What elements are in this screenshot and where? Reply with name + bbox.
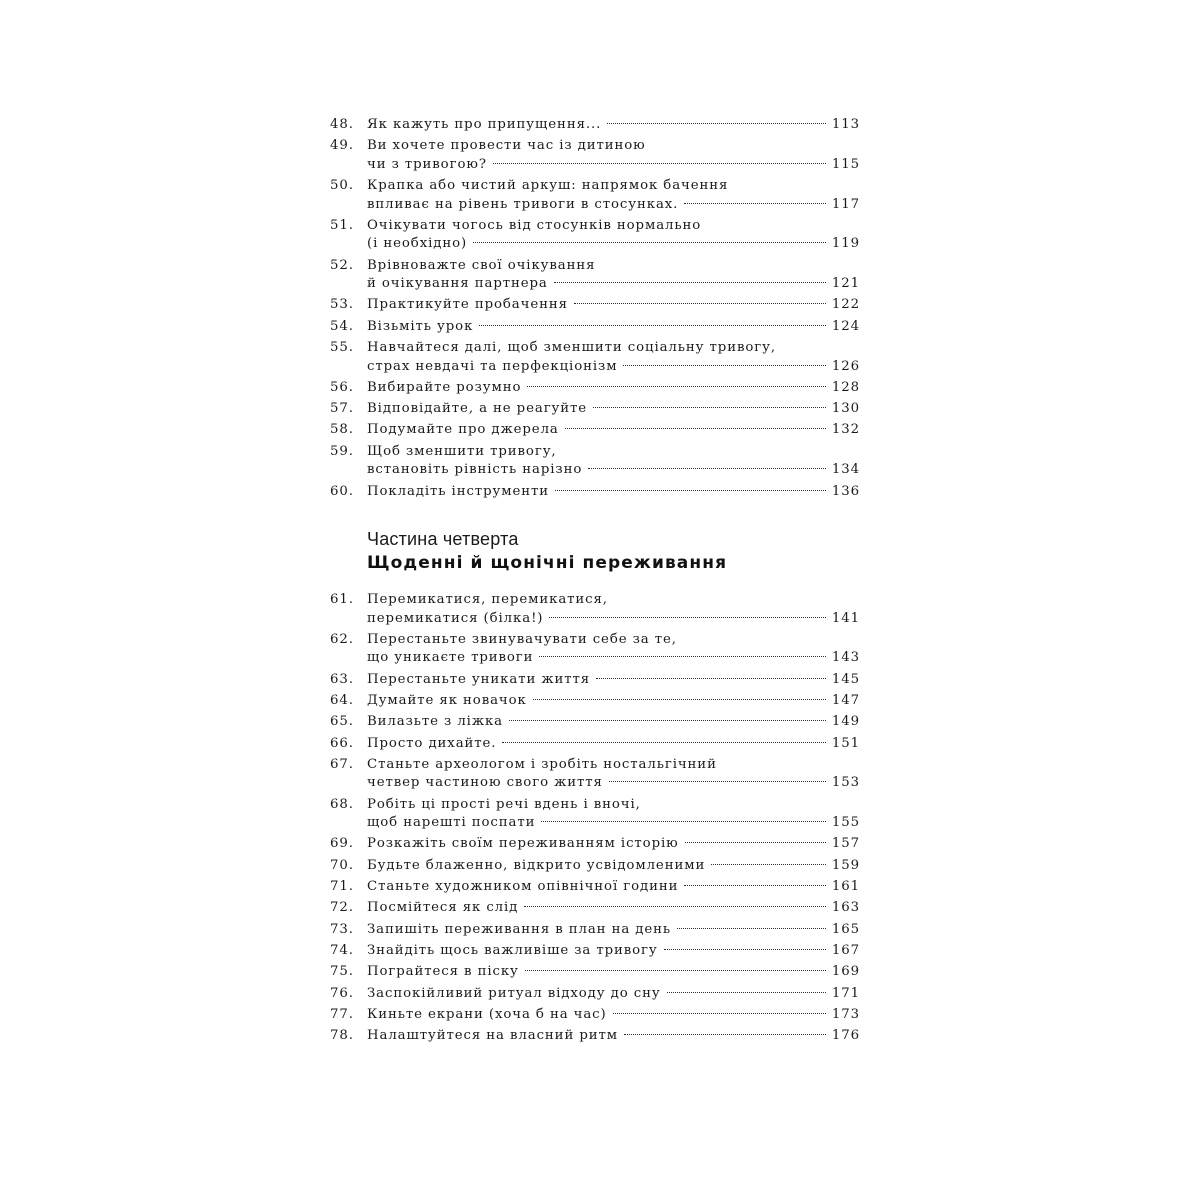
entry-number: 76. bbox=[330, 985, 354, 1001]
entry-number: 66. bbox=[330, 735, 354, 751]
entry-page-number: 113 bbox=[831, 117, 860, 132]
dot-leader bbox=[473, 242, 826, 243]
dot-leader bbox=[525, 970, 826, 971]
toc-entry bbox=[330, 963, 860, 982]
dot-leader bbox=[565, 428, 826, 429]
part-label: Частина четверта bbox=[367, 529, 519, 550]
entry-page-number: 157 bbox=[831, 836, 860, 852]
entry-page-number: 122 bbox=[831, 297, 860, 313]
entry-page-number: 159 bbox=[831, 857, 860, 873]
dot-leader bbox=[596, 678, 826, 679]
entry-title-line: Станьте художником опівнічної години bbox=[367, 879, 679, 895]
entry-number: 69. bbox=[330, 836, 354, 852]
toc-entry bbox=[330, 835, 860, 854]
toc-entry bbox=[330, 631, 860, 668]
entry-page-number: 165 bbox=[831, 921, 860, 937]
toc-entry bbox=[330, 379, 860, 398]
dot-leader bbox=[613, 1013, 826, 1014]
entry-page-number: 128 bbox=[831, 379, 860, 395]
toc-entry bbox=[330, 421, 860, 440]
entry-title-line: Робіть ці прості речі вдень і вночі, bbox=[367, 796, 641, 812]
entry-number: 49. bbox=[330, 138, 354, 154]
toc-entry bbox=[330, 116, 860, 135]
entry-page-number: 149 bbox=[831, 714, 860, 730]
toc-entry bbox=[330, 796, 860, 833]
toc-entry bbox=[330, 878, 860, 897]
entry-number: 54. bbox=[330, 318, 354, 334]
entry-title-line: (і необхідно) bbox=[367, 236, 468, 252]
entry-page-number: 134 bbox=[831, 462, 860, 478]
dot-leader bbox=[684, 885, 826, 886]
toc-entry bbox=[330, 400, 860, 419]
toc-entry bbox=[330, 756, 860, 793]
dot-leader bbox=[664, 949, 826, 950]
entry-number: 58. bbox=[330, 422, 354, 438]
dot-leader bbox=[502, 742, 825, 743]
dot-leader bbox=[524, 906, 826, 907]
entry-title-line: перемикатися (білка!) bbox=[367, 610, 544, 626]
dot-leader bbox=[539, 656, 825, 657]
entry-number: 62. bbox=[330, 631, 354, 647]
toc-entry bbox=[330, 339, 860, 376]
entry-page-number: 163 bbox=[831, 900, 860, 916]
entry-title-line: впливає на рівень тривоги в стосунках. bbox=[367, 196, 679, 212]
entry-title-line: Крапка або чистий аркуш: напрямок бачення bbox=[367, 178, 729, 194]
toc-entry bbox=[330, 217, 860, 254]
entry-number: 52. bbox=[330, 257, 354, 273]
entry-number: 78. bbox=[330, 1028, 354, 1044]
entry-title-line: Перестаньте уникати життя bbox=[367, 671, 591, 687]
entry-number: 68. bbox=[330, 796, 354, 812]
entry-title-line: Як кажуть про припущення... bbox=[367, 117, 602, 132]
entry-page-number: 173 bbox=[831, 1006, 860, 1022]
dot-leader bbox=[509, 720, 826, 721]
toc-entry bbox=[330, 692, 860, 711]
entry-title-line: Посмійтеся як слід bbox=[367, 900, 519, 916]
entry-number: 77. bbox=[330, 1006, 354, 1022]
entry-number: 60. bbox=[330, 483, 354, 499]
entry-number: 63. bbox=[330, 671, 354, 687]
toc-entry bbox=[330, 857, 860, 876]
dot-leader bbox=[541, 821, 826, 822]
entry-title-line: встановіть рівність нарізно bbox=[367, 462, 583, 478]
entry-number: 59. bbox=[330, 443, 354, 459]
entry-page-number: 130 bbox=[831, 401, 860, 417]
entry-title-line: Перемикатися, перемикатися, bbox=[367, 592, 608, 608]
part-heading bbox=[330, 527, 860, 575]
entry-number: 50. bbox=[330, 178, 354, 194]
entry-page-number: 145 bbox=[831, 671, 860, 687]
entry-number: 53. bbox=[330, 297, 354, 313]
entry-page-number: 132 bbox=[831, 422, 860, 438]
dot-leader bbox=[684, 203, 826, 204]
table-of-contents-page bbox=[330, 116, 860, 1048]
entry-title-line: Очікувати чогось від стосунків нормально bbox=[367, 217, 702, 233]
entry-title-line: Візьміть урок bbox=[367, 318, 474, 334]
toc-entry bbox=[330, 921, 860, 940]
entry-page-number: 169 bbox=[831, 964, 860, 980]
dot-leader bbox=[479, 325, 826, 326]
entry-title-line: Перестаньте звинувачувати себе за те, bbox=[367, 631, 677, 647]
toc-entry bbox=[330, 483, 860, 502]
toc-entry bbox=[330, 591, 860, 628]
entry-title-line: чи з тривогою? bbox=[367, 156, 487, 172]
entry-page-number: 136 bbox=[831, 483, 860, 499]
entry-number: 72. bbox=[330, 900, 354, 916]
entry-title-line: щоб нарешті поспати bbox=[367, 815, 536, 831]
entry-title-line: Думайте як новачок bbox=[367, 692, 527, 708]
toc-entry bbox=[330, 137, 860, 174]
entry-page-number: 143 bbox=[831, 650, 860, 666]
part-title: Щоденні й щонічні переживання bbox=[367, 553, 728, 574]
entry-title-line: Розкажіть своїм переживанням історію bbox=[367, 836, 679, 852]
entry-page-number: 176 bbox=[831, 1028, 860, 1044]
entry-number: 57. bbox=[330, 401, 354, 417]
dot-leader bbox=[624, 1034, 826, 1035]
entry-page-number: 119 bbox=[831, 236, 860, 252]
entry-title-line: Щоб зменшити тривогу, bbox=[367, 443, 557, 459]
entry-page-number: 126 bbox=[831, 358, 860, 374]
entry-number: 74. bbox=[330, 942, 354, 958]
dot-leader bbox=[677, 928, 826, 929]
toc-section-part-three bbox=[330, 116, 860, 501]
dot-leader bbox=[555, 490, 826, 491]
dot-leader bbox=[493, 163, 826, 164]
entry-title-line: Запишіть переживання в план на день bbox=[367, 921, 672, 937]
toc-section-part-four bbox=[330, 591, 860, 1046]
toc-entry bbox=[330, 177, 860, 214]
dot-leader bbox=[533, 699, 826, 700]
entry-title-line: Вибирайте розумно bbox=[367, 379, 522, 395]
entry-title-line: страх невдачі та перфекціонізм bbox=[367, 358, 618, 374]
entry-page-number: 117 bbox=[831, 196, 860, 212]
entry-page-number: 153 bbox=[831, 775, 860, 791]
entry-number: 70. bbox=[330, 857, 354, 873]
entry-title-line: й очікування партнера bbox=[367, 276, 548, 292]
entry-page-number: 151 bbox=[831, 735, 860, 751]
entry-title-line: Врівноважте свої очікування bbox=[367, 257, 596, 273]
entry-title-line: Просто дихайте. bbox=[367, 735, 497, 751]
entry-title-line: Налаштуйтеся на власний ритм bbox=[367, 1028, 619, 1044]
toc-entry bbox=[330, 671, 860, 690]
dot-leader bbox=[685, 842, 826, 843]
entry-title-line: Ви хочете провести час із дитиною bbox=[367, 138, 646, 154]
entry-page-number: 161 bbox=[831, 879, 860, 895]
entry-page-number: 171 bbox=[831, 985, 860, 1001]
toc-entry bbox=[330, 1027, 860, 1046]
entry-page-number: 121 bbox=[831, 276, 860, 292]
entry-number: 67. bbox=[330, 756, 354, 772]
entry-title-line: Заспокійливий ритуал відходу до сну bbox=[367, 985, 661, 1001]
entry-number: 48. bbox=[330, 117, 354, 132]
entry-number: 51. bbox=[330, 217, 354, 233]
entry-title-line: що уникаєте тривоги bbox=[367, 650, 534, 666]
entry-number: 56. bbox=[330, 379, 354, 395]
toc-entry bbox=[330, 899, 860, 918]
dot-leader bbox=[549, 617, 826, 618]
dot-leader bbox=[711, 864, 826, 865]
dot-leader bbox=[667, 992, 826, 993]
entry-number: 65. bbox=[330, 714, 354, 730]
dot-leader bbox=[607, 123, 826, 124]
entry-title-line: Практикуйте пробачення bbox=[367, 297, 568, 313]
entry-number: 55. bbox=[330, 340, 354, 356]
entry-title-line: Станьте археологом і зробіть ностальгічний bbox=[367, 756, 717, 772]
entry-title-line: Будьте блаженно, відкрито усвідомленими bbox=[367, 857, 706, 873]
entry-title-line: Відповідайте, а не реагуйте bbox=[367, 401, 588, 417]
toc-entry bbox=[330, 985, 860, 1004]
entry-number: 73. bbox=[330, 921, 354, 937]
toc-entry bbox=[330, 296, 860, 315]
entry-page-number: 115 bbox=[831, 156, 860, 172]
entry-number: 61. bbox=[330, 592, 354, 608]
entry-page-number: 124 bbox=[831, 318, 860, 334]
entry-page-number: 167 bbox=[831, 942, 860, 958]
entry-title-line: Вилазьте з ліжка bbox=[367, 714, 504, 730]
entry-page-number: 155 bbox=[831, 815, 860, 831]
entry-title-line: четвер частиною свого життя bbox=[367, 775, 603, 791]
entry-page-number: 147 bbox=[831, 692, 860, 708]
entry-title-line: Покладіть інструменти bbox=[367, 483, 549, 499]
entry-number: 75. bbox=[330, 964, 354, 980]
dot-leader bbox=[593, 407, 826, 408]
entry-title-line: Знайдіть щось важливіше за тривогу bbox=[367, 942, 658, 958]
entry-number: 71. bbox=[330, 879, 354, 895]
toc-entry bbox=[330, 942, 860, 961]
toc-entry bbox=[330, 443, 860, 480]
dot-leader bbox=[609, 781, 826, 782]
dot-leader bbox=[574, 303, 826, 304]
toc-entry bbox=[330, 713, 860, 732]
entry-page-number: 141 bbox=[831, 610, 860, 626]
entry-title-line: Киньте екрани (хоча б на час) bbox=[367, 1006, 607, 1022]
entry-title-line: Подумайте про джерела bbox=[367, 422, 559, 438]
dot-leader bbox=[588, 468, 826, 469]
dot-leader bbox=[623, 365, 825, 366]
toc-entry bbox=[330, 318, 860, 337]
dot-leader bbox=[527, 386, 826, 387]
entry-title-line: Навчайтеся далі, щоб зменшити соціальну тривогу, bbox=[367, 340, 776, 356]
toc-entry bbox=[330, 735, 860, 754]
entry-number: 64. bbox=[330, 692, 354, 708]
toc-entry bbox=[330, 1006, 860, 1025]
dot-leader bbox=[554, 282, 826, 283]
toc-entry bbox=[330, 257, 860, 294]
entry-title-line: Пограйтеся в піску bbox=[367, 964, 519, 980]
